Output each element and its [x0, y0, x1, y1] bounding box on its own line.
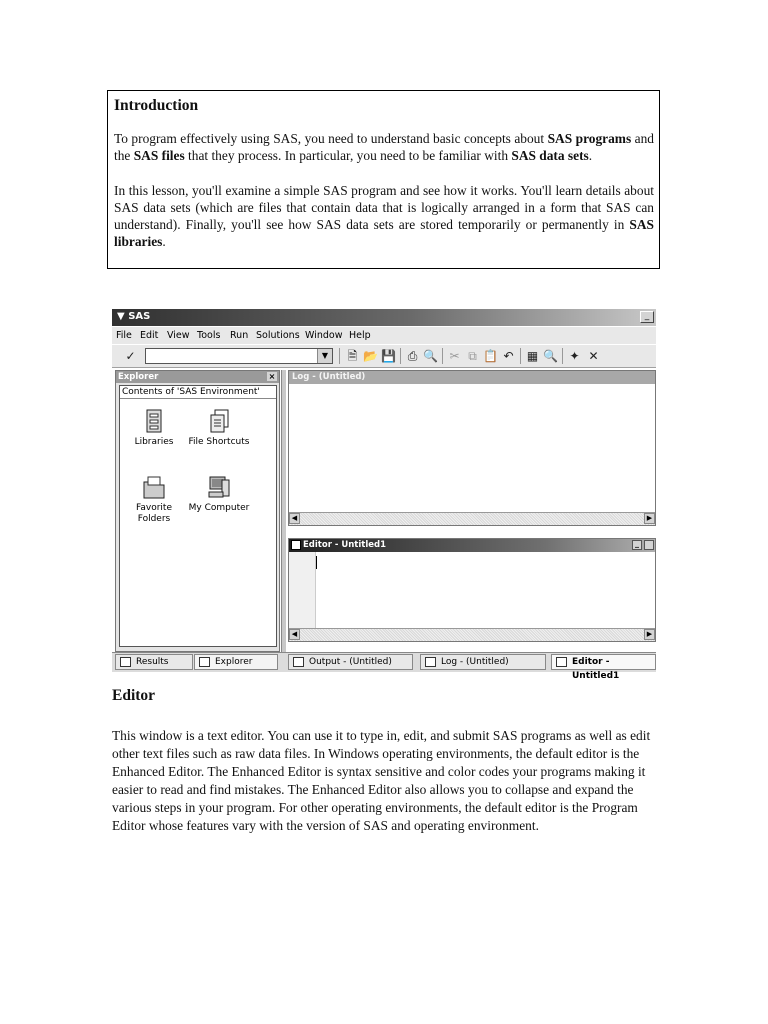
menu-solutions[interactable]: Solutions [256, 330, 300, 341]
open-folder-icon[interactable]: 📂 [363, 349, 378, 363]
explorer-item-my-computer[interactable]: My Computer [184, 474, 254, 514]
introduction-box [107, 90, 660, 269]
close-icon[interactable]: × [268, 372, 276, 381]
favorite-folders-icon [142, 474, 166, 500]
window-tab-bar [112, 652, 656, 681]
introduction-paragraph-1: To program effectively using SAS, you need to understand basic concepts about SAS programs and the SAS files that they process. In particular, you need to be familiar with SAS data sets. [114, 131, 654, 164]
explorer-panel [115, 370, 280, 652]
tab-editor[interactable]: Editor - Untitled1 [551, 654, 656, 670]
explorer-item-file-shortcuts[interactable]: File Shortcuts [184, 408, 254, 448]
output-icon [293, 657, 304, 667]
editor-horizontal-scrollbar[interactable] [289, 628, 655, 641]
explorer-item-favorite-folders[interactable]: Favorite Folders [130, 474, 178, 525]
scroll-left-icon[interactable]: ◀ [289, 513, 300, 524]
paste-icon[interactable]: 📋 [483, 349, 498, 363]
menu-tools[interactable]: Tools [197, 330, 221, 341]
save-icon[interactable]: 💾 [381, 349, 396, 363]
checkmark-icon[interactable]: ✓ [125, 349, 136, 363]
explorer-item-libraries[interactable]: Libraries [130, 408, 178, 448]
dropdown-arrow-icon[interactable]: ▼ [317, 349, 332, 363]
editor-icon [556, 657, 567, 667]
tab-results[interactable]: Results [115, 654, 193, 670]
new-document-icon[interactable]: 🗎 [347, 349, 358, 363]
log-icon [425, 657, 436, 667]
contents-label: Contents of 'SAS Environment' [122, 387, 260, 397]
cut-icon[interactable]: ✂ [449, 349, 460, 363]
explorer-icon[interactable]: 🔍 [543, 349, 558, 363]
tab-log[interactable]: Log - (Untitled) [420, 654, 546, 670]
introduction-heading: Introduction [114, 97, 199, 114]
editor-gutter [289, 552, 316, 630]
scroll-right-icon[interactable]: ▶ [644, 629, 655, 640]
libraries-icon[interactable]: ▦ [526, 349, 539, 363]
introduction-paragraph-2: In this lesson, you'll examine a simple SAS program and see how it works. You'll learn details about SAS data sets (which are files that contain data that is logically arranged in a form that SAS can understand). Finally, you'll see how SAS data sets are stored temporarily or permanently in SAS libraries. [114, 182, 654, 250]
explorer-header: Explorer × [116, 371, 279, 383]
clear-icon[interactable]: ✕ [588, 349, 599, 363]
log-horizontal-scrollbar[interactable] [289, 512, 655, 525]
menu-view[interactable]: View [167, 330, 190, 341]
editor-maximize-button[interactable] [644, 540, 654, 550]
menu-help[interactable]: Help [349, 330, 371, 341]
submit-run-icon[interactable]: ✦ [569, 349, 580, 363]
menu-run[interactable]: Run [230, 330, 249, 341]
toolbar [112, 345, 656, 368]
editor-pane[interactable] [288, 538, 656, 642]
print-icon[interactable]: ⎙ [407, 349, 418, 363]
command-box[interactable] [145, 348, 333, 364]
undo-icon[interactable]: ↶ [503, 349, 514, 363]
editor-pane-title: Editor - Untitled1 _ [289, 539, 655, 552]
window-title: ▼ SAS [117, 311, 151, 322]
editor-minimize-button[interactable]: _ [632, 540, 642, 550]
computer-icon [207, 474, 231, 500]
sas-application-window [112, 309, 656, 681]
menu-window[interactable]: Window [305, 330, 343, 341]
menu-edit[interactable]: Edit [140, 330, 159, 341]
copy-icon[interactable]: ⧉ [468, 349, 477, 363]
explorer-contents [119, 385, 277, 647]
log-pane-title: Log - (Untitled) [289, 371, 655, 384]
menu-bar [112, 327, 656, 344]
log-pane[interactable] [288, 370, 656, 526]
editor-doc-icon [291, 540, 301, 550]
results-icon [120, 657, 131, 667]
tab-explorer[interactable]: Explorer [194, 654, 278, 670]
sas-logo-icon: ▼ [117, 311, 125, 322]
editor-heading: Editor [112, 687, 156, 704]
scroll-left-icon[interactable]: ◀ [289, 629, 300, 640]
explorer-tab-icon [199, 657, 210, 667]
title-bar [112, 309, 656, 326]
minimize-button[interactable]: _ [640, 311, 654, 323]
menu-file[interactable]: File [116, 330, 132, 341]
editor-description: This window is a text editor. You can use it to type in, edit, and submit SAS programs as well as edit other text files such as raw data files. In Windows operating environments, the default editor is the Enhanced Editor. The Enhanced Editor is syntax sensitive and color codes your programs making it easier to read and find mistakes. The Enhanced Editor also allows you to collapse and expand the various steps in your program. For other operating environments, the default editor is the Program Editor whose features vary with the version of SAS and operating environment. [112, 728, 651, 833]
scroll-right-icon[interactable]: ▶ [644, 513, 655, 524]
print-preview-icon[interactable]: 🔍 [423, 349, 438, 363]
file-shortcuts-icon [207, 408, 231, 434]
text-cursor [316, 556, 317, 569]
tab-output[interactable]: Output - (Untitled) [288, 654, 413, 670]
library-cabinet-icon [142, 408, 166, 434]
